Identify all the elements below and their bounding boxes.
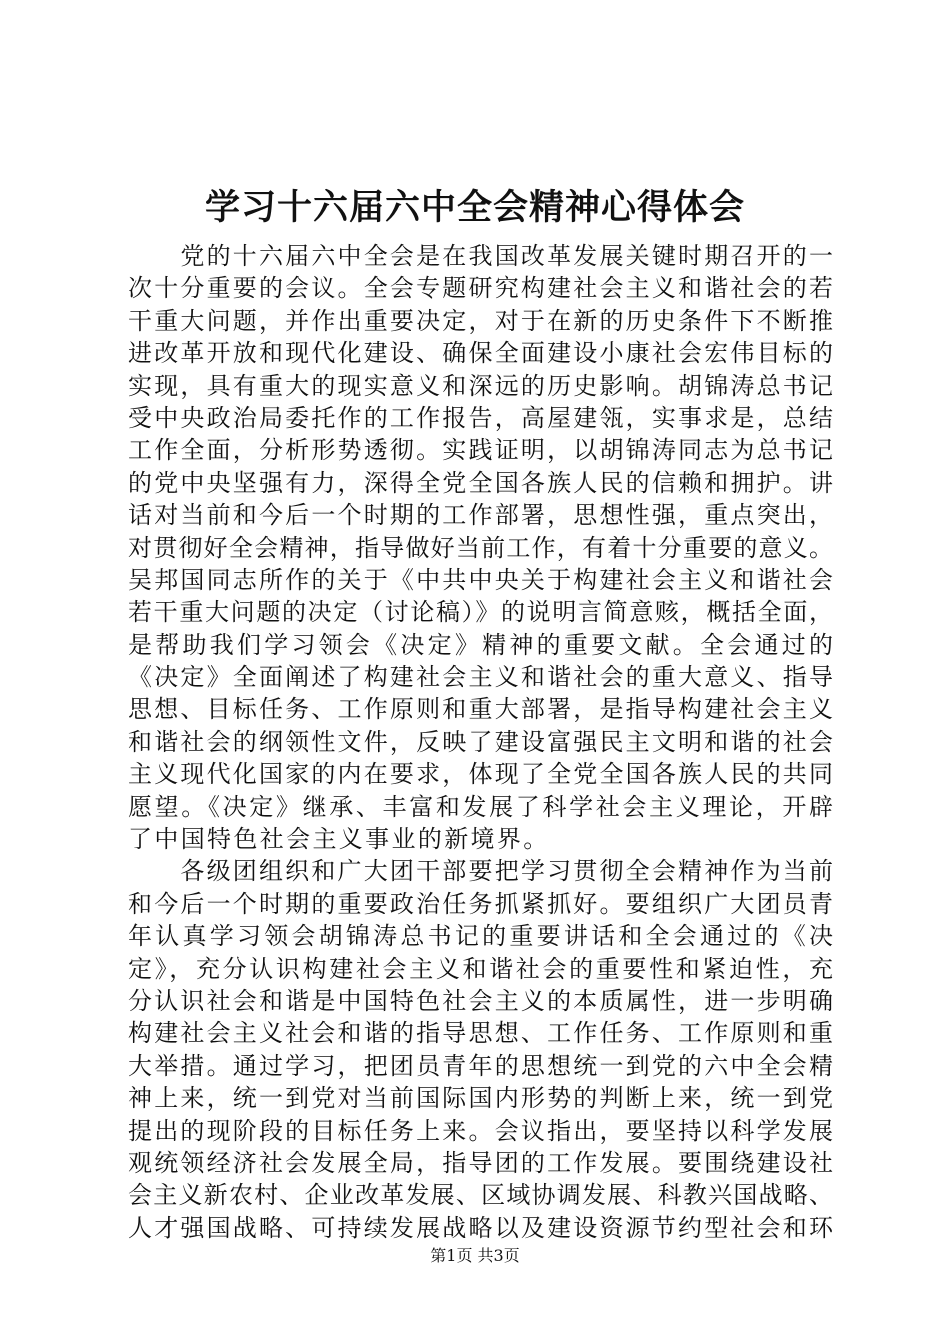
body-text-line: 分认识社会和谐是中国特色社会主义的本质属性，进一步明确 <box>128 986 833 1015</box>
body-text-line: 工作全面，分析形势透彻。实践证明，以胡锦涛同志为总书记 <box>128 436 833 465</box>
body-text-line: 实现，具有重大的现实意义和深远的历史影响。胡锦涛总书记 <box>128 371 833 400</box>
body-text-line: 干重大问题，并作出重要决定，对于在新的历史条件下不断推 <box>128 306 833 335</box>
body-text-line: 人才强国战略、可持续发展战略以及建设资源节约型社会和环 <box>128 1213 833 1242</box>
body-text-line: 年认真学习领会胡锦涛总书记的重要讲话和全会通过的《决 <box>128 922 833 951</box>
body-text-line: 和谐社会的纲领性文件，反映了建设富强民主文明和谐的社会 <box>128 727 833 756</box>
body-text-line: 观统领经济社会发展全局，指导团的工作发展。要围绕建设社 <box>128 1148 833 1177</box>
body-text-line: 受中央政治局委托作的工作报告，高屋建瓴，实事求是，总结 <box>128 403 833 432</box>
body-text-line: 若干重大问题的决定（讨论稿）》的说明言简意赅，概括全面， <box>128 598 833 627</box>
body-text-line: 对贯彻好全会精神，指导做好当前工作，有着十分重要的意义。 <box>128 533 833 562</box>
body-text-line: 主义现代化国家的内在要求，体现了全党全国各族人民的共同 <box>128 760 833 789</box>
document-title: 学习十六届六中全会精神心得体会 <box>204 187 745 228</box>
body-text-line: 各级团组织和广大团干部要把学习贯彻全会精神作为当前 <box>128 857 833 886</box>
body-text-line: 吴邦国同志所作的关于《中共中央关于构建社会主义和谐社会 <box>128 565 833 594</box>
body-text-line: 愿望。《决定》继承、丰富和发展了科学社会主义理论，开辟 <box>128 792 833 821</box>
body-text-line: 党的十六届六中全会是在我国改革发展关键时期召开的一 <box>128 242 833 270</box>
body-text-line: 次十分重要的会议。全会专题研究构建社会主义和谐社会的若 <box>128 274 833 303</box>
body-text-line: 的党中央坚强有力，深得全党全国各族人民的信赖和拥护。讲 <box>128 468 833 497</box>
body-text-line: 进改革开放和现代化建设、确保全面建设小康社会宏伟目标的 <box>128 339 833 368</box>
body-text-line: 和今后一个时期的重要政治任务抓紧抓好。要组织广大团员青 <box>128 889 833 918</box>
document-body <box>128 240 833 1244</box>
body-text-line: 会主义新农村、企业改革发展、区域协调发展、科教兴国战略、 <box>128 1181 833 1210</box>
body-text-line: 神上来，统一到党对当前国际国内形势的判断上来，统一到党 <box>128 1084 833 1113</box>
body-text-line: 《决定》全面阐述了构建社会主义和谐社会的重大意义、指导 <box>128 663 833 692</box>
page-footer: 第1页 共3页 <box>430 1246 520 1265</box>
body-text-line: 了中国特色社会主义事业的新境界。 <box>128 825 550 854</box>
body-text-line: 提出的现阶段的目标任务上来。会议指出，要坚持以科学发展 <box>128 1116 833 1145</box>
body-text-line: 是帮助我们学习领会《决定》精神的重要文献。全会通过的 <box>128 630 833 659</box>
body-text-line: 话对当前和今后一个时期的工作部署，思想性强，重点突出， <box>128 501 833 530</box>
body-text-line: 构建社会主义社会和谐的指导思想、工作任务、工作原则和重 <box>128 1019 833 1048</box>
body-text-line: 定》，充分认识构建社会主义和谐社会的重要性和紧迫性，充 <box>128 954 833 983</box>
body-text-line: 大举措。通过学习，把团员青年的思想统一到党的六中全会精 <box>128 1051 833 1080</box>
body-text-line: 思想、目标任务、工作原则和重大部署，是指导构建社会主义 <box>128 695 833 724</box>
